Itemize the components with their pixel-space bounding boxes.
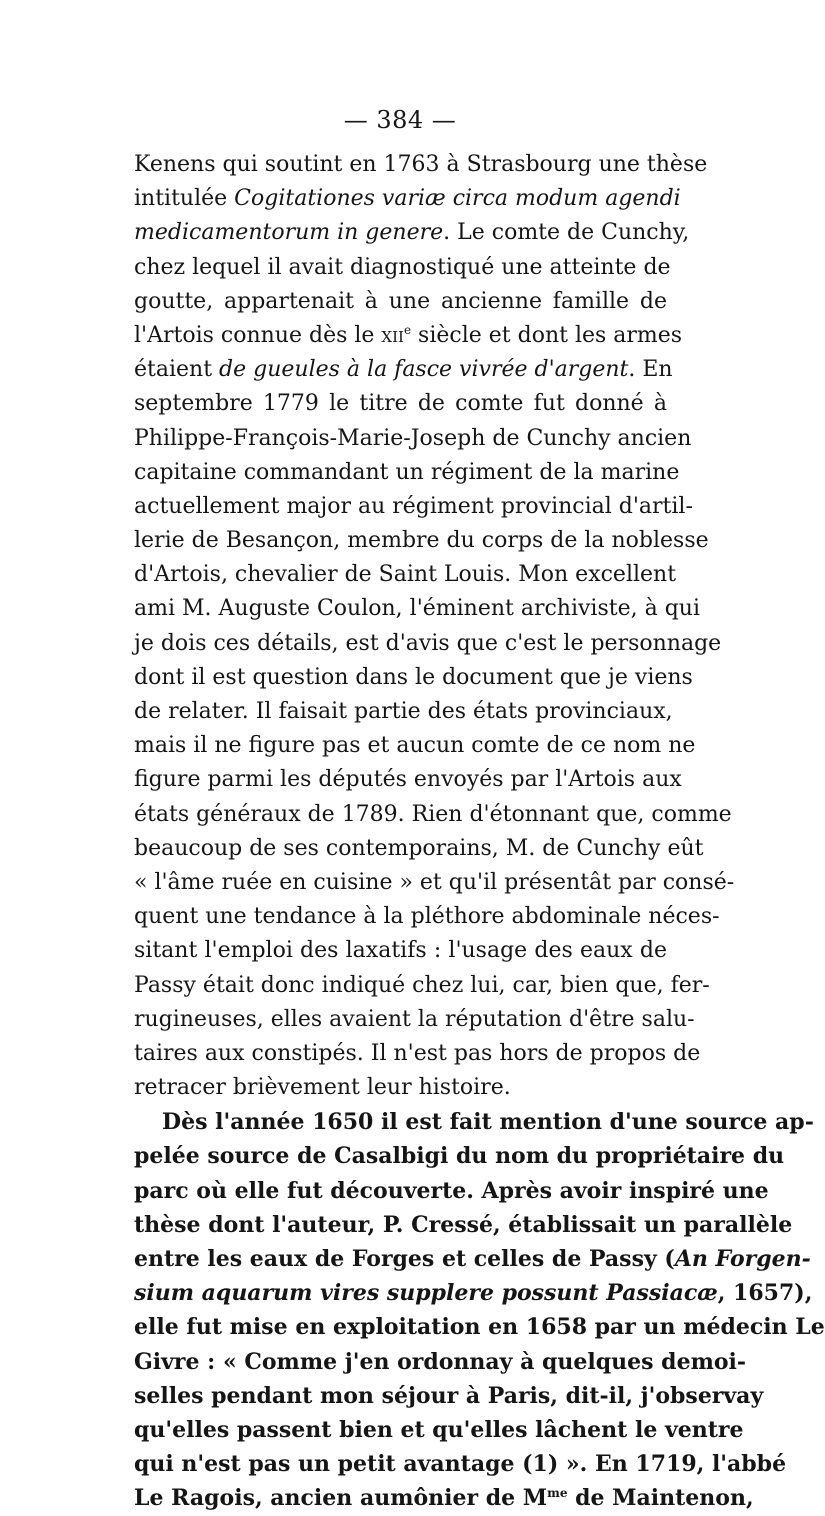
text-segment: Kenens qui soutint en 1763 à Strasbourg une thèse <box>134 152 708 177</box>
text-line <box>134 900 720 934</box>
text-segment: Givre : « Comme j'en ordonnay à quelques demoi- <box>134 1348 747 1375</box>
text-line <box>134 934 667 968</box>
text-segment: quent une tendance à la pléthore abdominale néces- <box>134 904 720 930</box>
text-line <box>134 1037 701 1071</box>
text-segment: taires aux constipés. Il n'est pas hors de propos de <box>134 1040 701 1066</box>
text-segment: ami M. Auguste Coulon, l'éminent archiviste, à qui <box>134 596 701 622</box>
text-line <box>134 251 671 285</box>
text-segment: beaucoup de ses contemporains, M. de Cunchy eût <box>134 835 704 861</box>
text-segment: retracer brièvement leur histoire. <box>134 1075 511 1101</box>
text-line <box>134 695 673 729</box>
text-segment: actuellement major au régiment provincial d'artil- <box>134 493 693 519</box>
text-segment: je dois ces détails, est d'avis que c'est le personnage <box>134 630 722 656</box>
text-segment: siècle et dont les armes <box>411 322 683 348</box>
text-segment: de Maintenon, <box>567 1485 754 1512</box>
text-segment: pelée source de Casalbigi du nom du propriétaire du <box>134 1143 785 1170</box>
text-line <box>134 832 704 866</box>
text-segment: selles pendant mon séjour à Paris, dit-il, j'observay <box>134 1382 764 1409</box>
text-segment: intitulée <box>134 186 235 212</box>
text-segment: figure parmi les députés envoyés par l'Artois aux <box>134 767 682 793</box>
text-line <box>134 182 681 216</box>
text-segment: états généraux de 1789. Rien d'étonnant que, comme <box>134 801 732 827</box>
text-line <box>134 763 682 797</box>
text-segment: e <box>403 322 412 337</box>
text-segment: medicamentorum in genere <box>134 220 444 246</box>
text-segment: étaient <box>134 357 220 383</box>
text-line <box>134 1071 667 1105</box>
text-line <box>134 661 693 695</box>
text-segment: goutte, appartenait à une ancienne famille de <box>134 288 667 314</box>
text-segment: elle fut mise en exploitation en 1658 par un médecin Le <box>134 1314 825 1341</box>
text-line <box>134 422 692 456</box>
text-line <box>134 729 696 763</box>
text-line <box>134 319 683 353</box>
text-line <box>134 1139 785 1173</box>
text-line <box>134 1447 787 1481</box>
text-line <box>134 387 667 421</box>
text-segment: rugineuses, elles avaient la réputation d'être salu- <box>134 1006 695 1032</box>
page-number: — 384 — <box>343 106 457 134</box>
text-line <box>134 1310 825 1344</box>
text-segment: de gueules à la fasce vivrée d'argent <box>219 357 629 383</box>
text-segment: mais il ne figure pas et aucun comte de ce nom ne <box>134 733 696 759</box>
text-segment: sitant l'emploi des laxatifs : l'usage des eaux de <box>134 938 667 964</box>
text-line <box>134 1242 811 1276</box>
text-line <box>134 1276 813 1310</box>
text-line <box>134 456 680 490</box>
text-segment: Le Ragois, ancien aumônier de M <box>134 1485 548 1512</box>
text-line <box>134 490 693 524</box>
text-segment: septembre 1779 le titre de comte fut donné à <box>134 391 667 417</box>
text-segment: Dès l'année 1650 il est fait mention d'une source ap- <box>162 1109 814 1136</box>
text-segment: Passy était donc indiqué chez lui, car, bien que, fer- <box>134 972 710 998</box>
text-line <box>134 969 710 1003</box>
text-segment: parc où elle fut découverte. Après avoir inspiré une <box>134 1177 769 1204</box>
text-segment: « l'âme ruée en cuisine » et qu'il présentât par consé- <box>134 869 735 895</box>
text-segment: d'Artois, chevalier de Saint Louis. Mon excellent <box>134 562 677 588</box>
text-segment: qu'elles passent bien et qu'elles lâchent le ventre <box>134 1416 744 1443</box>
body-text <box>134 148 825 1516</box>
text-segment: capitaine commandant un régiment de la marine <box>134 459 680 485</box>
text-line <box>134 148 708 182</box>
text-line <box>134 285 667 319</box>
text-segment: l'Artois connue dès le <box>134 322 382 348</box>
text-line <box>134 1208 793 1242</box>
text-line <box>134 1003 695 1037</box>
text-segment: lerie de Besançon, membre du corps de la noblesse <box>134 528 709 554</box>
text-line <box>134 1481 754 1515</box>
text-segment: de relater. Il faisait partie des états provinciaux, <box>134 699 673 724</box>
text-line <box>134 866 735 900</box>
text-line <box>134 627 722 661</box>
text-segment: dont il est question dans le document que je viens <box>134 664 693 690</box>
text-line <box>134 592 701 626</box>
text-segment: . En <box>628 357 673 383</box>
text-segment: entre les eaux de Forges et celles de Passy ( <box>134 1246 675 1272</box>
text-segment: , 1657), <box>717 1280 813 1307</box>
text-line <box>134 1379 764 1413</box>
text-segment: me <box>547 1486 568 1501</box>
text-segment: Philippe-François-Marie-Joseph de Cunchy ancien <box>134 425 692 451</box>
text-line <box>134 353 673 387</box>
text-segment: sium aquarum vires supplere possunt Passiacæ <box>134 1280 718 1307</box>
text-segment: An Forgen- <box>674 1246 811 1272</box>
text-line <box>134 798 732 832</box>
text-segment: . Le comte de Cunchy, <box>443 220 690 246</box>
text-segment: xii <box>381 322 404 348</box>
text-line <box>134 216 690 250</box>
text-line <box>134 558 677 592</box>
text-segment: qui n'est pas un petit avantage (1) ». En 1719, l'abbé <box>134 1451 787 1478</box>
text-line <box>134 1174 769 1208</box>
text-segment: Cogitationes variæ circa modum agendi <box>234 186 681 212</box>
text-segment: thèse dont l'auteur, P. Cressé, établissait un parallèle <box>134 1211 793 1238</box>
text-line <box>134 524 709 558</box>
text-line <box>134 1413 744 1447</box>
text-line <box>134 1105 814 1139</box>
text-line <box>134 1345 747 1379</box>
text-segment: chez lequel il avait diagnostiqué une atteinte de <box>134 254 671 280</box>
